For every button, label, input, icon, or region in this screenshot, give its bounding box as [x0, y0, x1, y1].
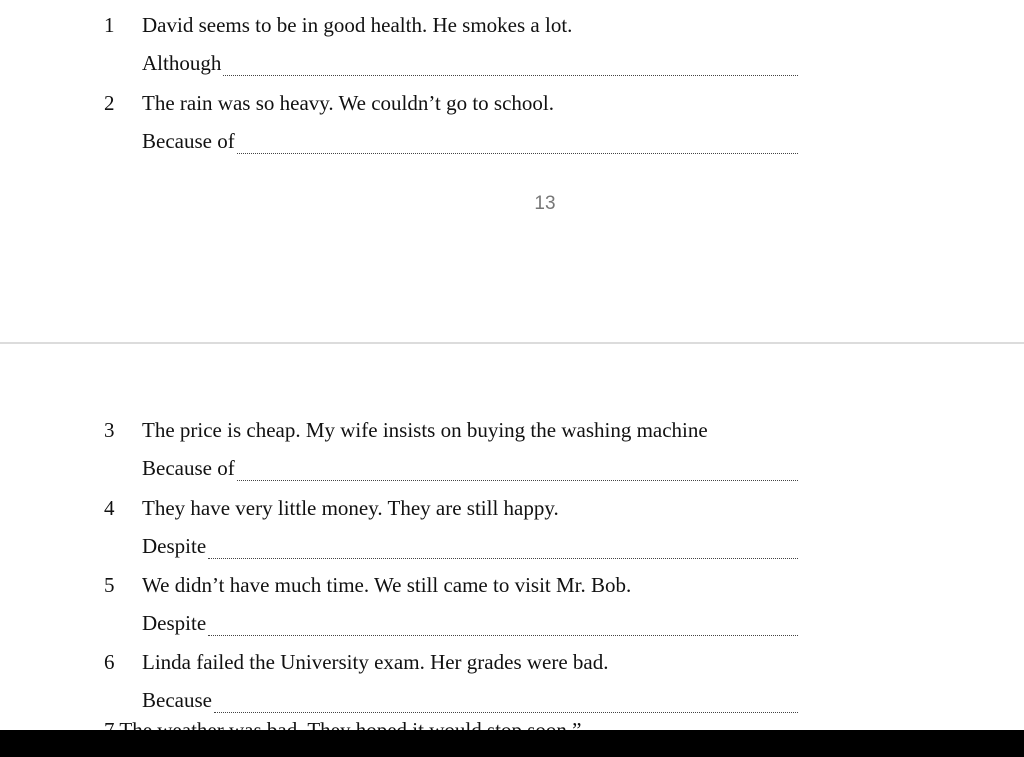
document-page-top — [0, 0, 1024, 342]
answer-start-text: Although — [142, 51, 222, 75]
document-page-bottom — [0, 344, 1024, 730]
answer-blank[interactable] — [237, 133, 798, 154]
answer-line — [142, 50, 798, 76]
answer-blank[interactable] — [208, 538, 798, 559]
exercise-number: 5 — [104, 573, 115, 597]
answer-line — [142, 687, 798, 713]
answer-blank[interactable] — [223, 55, 798, 76]
bottom-black-bar — [0, 730, 1024, 757]
answer-line — [142, 610, 798, 636]
exercise-prompt: We didn’t have much time. We still came to visit Mr. Bob. — [142, 573, 632, 597]
exercise-prompt: Linda failed the University exam. Her grades were bad. — [142, 650, 609, 674]
answer-start-text: Because — [142, 688, 212, 712]
answer-line — [142, 128, 798, 154]
answer-start-text: Because of — [142, 456, 235, 480]
answer-start-text: Despite — [142, 611, 207, 635]
answer-line — [142, 533, 798, 559]
answer-blank[interactable] — [214, 692, 798, 713]
exercise-prompt: The price is cheap. My wife insists on buying the washing machine — [142, 418, 708, 442]
page-number: 13 — [534, 193, 556, 214]
exercise-number: 3 — [104, 418, 115, 442]
exercise-prompt: David seems to be in good health. He smokes a lot. — [142, 13, 573, 37]
answer-blank[interactable] — [208, 615, 798, 636]
exercise-number: 6 — [104, 650, 115, 674]
exercise-number: 4 — [104, 496, 115, 520]
answer-line — [142, 455, 798, 481]
answer-blank[interactable] — [237, 460, 798, 481]
exercise-prompt: The rain was so heavy. We couldn’t go to school. — [142, 91, 555, 115]
exercise-number: 1 — [104, 13, 115, 37]
answer-start-text: Despite — [142, 534, 207, 558]
exercise-number: 2 — [104, 91, 115, 115]
answer-start-text: Because of — [142, 129, 235, 153]
exercise-prompt: They have very little money. They are still happy. — [142, 496, 559, 520]
